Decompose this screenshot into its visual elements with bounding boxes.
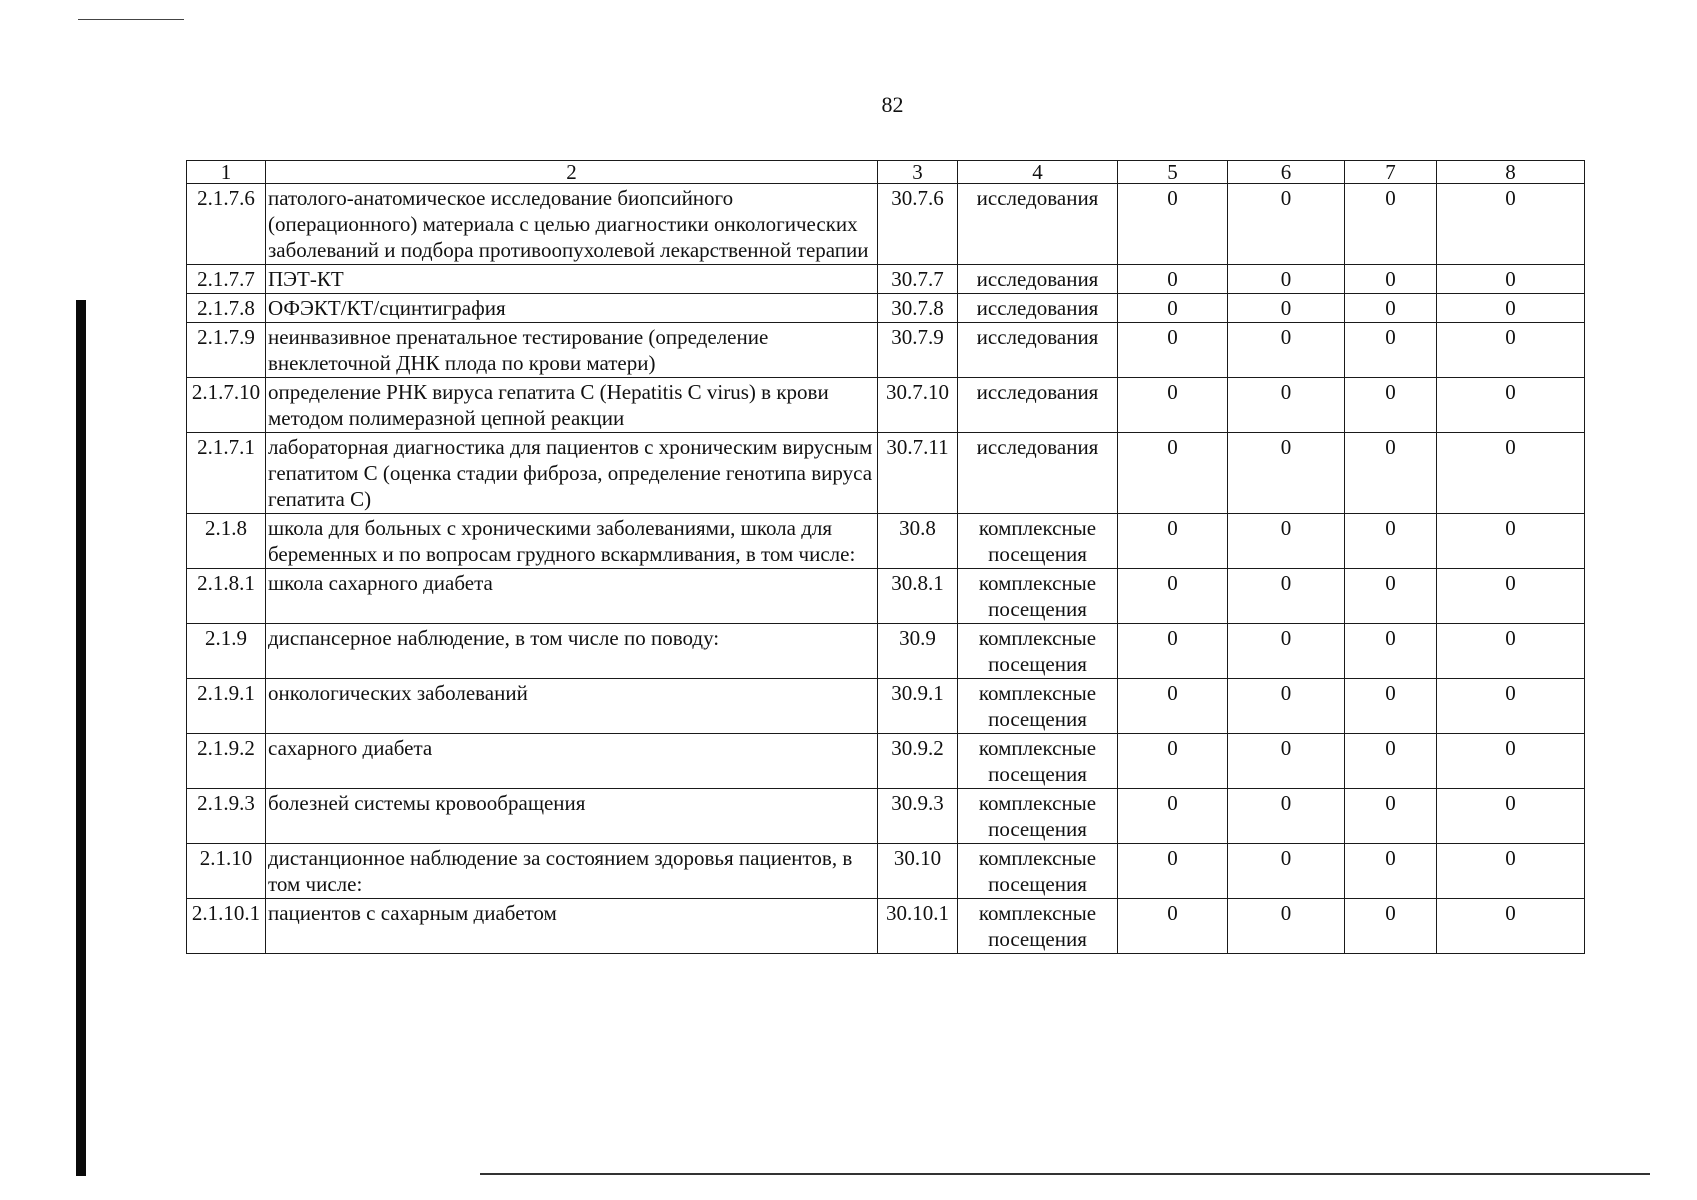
row-unit-cell: комплексные посещения	[958, 734, 1118, 789]
table-row	[187, 899, 1585, 954]
row-code-cell: 30.8	[878, 514, 958, 569]
scan-artifact-left-bar	[76, 300, 86, 1176]
row-value-col8-cell: 0	[1437, 378, 1585, 433]
row-value-col8-cell: 0	[1437, 184, 1585, 265]
row-unit-cell: комплексные посещения	[958, 514, 1118, 569]
row-name-cell: школа для больных с хроническими заболеваниями, школа для беременных и по вопросам грудного вскармливания, в том числе:	[266, 514, 878, 569]
row-value-col5-cell: 0	[1118, 265, 1228, 294]
row-value-col6-cell: 0	[1228, 378, 1345, 433]
table-row	[187, 433, 1585, 514]
row-value-col7-cell: 0	[1345, 569, 1437, 624]
row-name-cell: лабораторная диагностика для пациентов с хроническим вирусным гепатитом С (оценка стадии фиброза, определение генотипа вируса гепатита С)	[266, 433, 878, 514]
row-code-cell: 30.7.11	[878, 433, 958, 514]
table-row	[187, 514, 1585, 569]
row-number-cell: 2.1.8.1	[187, 569, 266, 624]
row-value-col5-cell: 0	[1118, 624, 1228, 679]
row-value-col6-cell: 0	[1228, 323, 1345, 378]
row-number-cell: 2.1.8	[187, 514, 266, 569]
header-cell-8: 8	[1437, 161, 1585, 184]
table-header-row	[187, 161, 1585, 184]
row-unit-cell: комплексные посещения	[958, 899, 1118, 954]
row-value-col6-cell: 0	[1228, 265, 1345, 294]
row-name-cell: ОФЭКТ/КТ/сцинтиграфия	[266, 294, 878, 323]
row-unit-cell: комплексные посещения	[958, 789, 1118, 844]
row-name-cell: неинвазивное пренатальное тестирование (определение внеклеточной ДНК плода по крови матери)	[266, 323, 878, 378]
header-cell-4: 4	[958, 161, 1118, 184]
row-value-col8-cell: 0	[1437, 569, 1585, 624]
row-name-cell: пациентов с сахарным диабетом	[266, 899, 878, 954]
row-value-col7-cell: 0	[1345, 679, 1437, 734]
table-row	[187, 679, 1585, 734]
row-value-col8-cell: 0	[1437, 899, 1585, 954]
table-row	[187, 624, 1585, 679]
row-name-cell: болезней системы кровообращения	[266, 789, 878, 844]
row-number-cell: 2.1.7.10	[187, 378, 266, 433]
row-unit-cell: исследования	[958, 265, 1118, 294]
table-row	[187, 844, 1585, 899]
row-unit-cell: исследования	[958, 323, 1118, 378]
row-value-col8-cell: 0	[1437, 294, 1585, 323]
row-value-col8-cell: 0	[1437, 433, 1585, 514]
row-value-col5-cell: 0	[1118, 294, 1228, 323]
row-name-cell: сахарного диабета	[266, 734, 878, 789]
table-row	[187, 378, 1585, 433]
row-value-col5-cell: 0	[1118, 433, 1228, 514]
row-unit-cell: исследования	[958, 294, 1118, 323]
row-number-cell: 2.1.7.7	[187, 265, 266, 294]
row-unit-cell: исследования	[958, 378, 1118, 433]
row-name-cell: онкологических заболеваний	[266, 679, 878, 734]
table-row	[187, 294, 1585, 323]
table-row	[187, 323, 1585, 378]
row-value-col7-cell: 0	[1345, 378, 1437, 433]
table-row	[187, 569, 1585, 624]
row-value-col7-cell: 0	[1345, 844, 1437, 899]
row-code-cell: 30.8.1	[878, 569, 958, 624]
row-value-col5-cell: 0	[1118, 378, 1228, 433]
header-cell-1: 1	[187, 161, 266, 184]
header-cell-7: 7	[1345, 161, 1437, 184]
row-value-col8-cell: 0	[1437, 323, 1585, 378]
row-code-cell: 30.7.8	[878, 294, 958, 323]
row-code-cell: 30.7.9	[878, 323, 958, 378]
row-name-cell: ПЭТ-КТ	[266, 265, 878, 294]
scan-artifact-bottom-line	[480, 1173, 1650, 1175]
row-name-cell: школа сахарного диабета	[266, 569, 878, 624]
row-value-col7-cell: 0	[1345, 294, 1437, 323]
row-unit-cell: комплексные посещения	[958, 624, 1118, 679]
row-value-col6-cell: 0	[1228, 184, 1345, 265]
row-value-col7-cell: 0	[1345, 624, 1437, 679]
row-number-cell: 2.1.7.9	[187, 323, 266, 378]
row-code-cell: 30.10	[878, 844, 958, 899]
row-unit-cell: исследования	[958, 184, 1118, 265]
row-value-col7-cell: 0	[1345, 899, 1437, 954]
row-name-cell: определение РНК вируса гепатита С (Hepatitis C virus) в крови методом полимеразной цепной реакции	[266, 378, 878, 433]
row-value-col5-cell: 0	[1118, 184, 1228, 265]
row-value-col8-cell: 0	[1437, 844, 1585, 899]
row-number-cell: 2.1.7.8	[187, 294, 266, 323]
header-cell-3: 3	[878, 161, 958, 184]
row-code-cell: 30.7.10	[878, 378, 958, 433]
row-unit-cell: исследования	[958, 433, 1118, 514]
row-value-col6-cell: 0	[1228, 624, 1345, 679]
header-cell-6: 6	[1228, 161, 1345, 184]
row-value-col5-cell: 0	[1118, 899, 1228, 954]
row-value-col5-cell: 0	[1118, 789, 1228, 844]
row-value-col5-cell: 0	[1118, 734, 1228, 789]
page-number: 82	[881, 92, 904, 117]
row-value-col5-cell: 0	[1118, 844, 1228, 899]
row-value-col5-cell: 0	[1118, 323, 1228, 378]
row-code-cell: 30.7.7	[878, 265, 958, 294]
row-value-col6-cell: 0	[1228, 789, 1345, 844]
header-cell-5: 5	[1118, 161, 1228, 184]
row-unit-cell: комплексные посещения	[958, 569, 1118, 624]
row-value-col6-cell: 0	[1228, 433, 1345, 514]
row-code-cell: 30.7.6	[878, 184, 958, 265]
row-value-col7-cell: 0	[1345, 184, 1437, 265]
row-code-cell: 30.9.2	[878, 734, 958, 789]
row-number-cell: 2.1.9	[187, 624, 266, 679]
row-number-cell: 2.1.7.6	[187, 184, 266, 265]
row-value-col8-cell: 0	[1437, 789, 1585, 844]
row-name-cell: патолого-анатомическое исследование биопсийного (операционного) материала с целью диагностики онкологических заболеваний и подбора противоопухолевой лекарственной терапии	[266, 184, 878, 265]
row-number-cell: 2.1.10	[187, 844, 266, 899]
row-value-col5-cell: 0	[1118, 569, 1228, 624]
row-value-col8-cell: 0	[1437, 734, 1585, 789]
row-number-cell: 2.1.9.2	[187, 734, 266, 789]
row-number-cell: 2.1.10.1	[187, 899, 266, 954]
row-unit-cell: комплексные посещения	[958, 679, 1118, 734]
row-value-col7-cell: 0	[1345, 789, 1437, 844]
table-row	[187, 789, 1585, 844]
row-number-cell: 2.1.9.1	[187, 679, 266, 734]
row-value-col7-cell: 0	[1345, 265, 1437, 294]
scan-artifact-top-line	[78, 19, 184, 20]
row-value-col7-cell: 0	[1345, 433, 1437, 514]
row-number-cell: 2.1.7.1	[187, 433, 266, 514]
row-name-cell: дистанционное наблюдение за состоянием здоровья пациентов, в том числе:	[266, 844, 878, 899]
row-name-cell: диспансерное наблюдение, в том числе по поводу:	[266, 624, 878, 679]
row-value-col8-cell: 0	[1437, 624, 1585, 679]
row-value-col7-cell: 0	[1345, 323, 1437, 378]
row-value-col8-cell: 0	[1437, 679, 1585, 734]
row-value-col5-cell: 0	[1118, 514, 1228, 569]
row-value-col8-cell: 0	[1437, 265, 1585, 294]
row-value-col6-cell: 0	[1228, 734, 1345, 789]
row-unit-cell: комплексные посещения	[958, 844, 1118, 899]
row-value-col7-cell: 0	[1345, 734, 1437, 789]
row-value-col6-cell: 0	[1228, 679, 1345, 734]
row-value-col6-cell: 0	[1228, 514, 1345, 569]
row-code-cell: 30.9.3	[878, 789, 958, 844]
row-value-col6-cell: 0	[1228, 844, 1345, 899]
row-value-col5-cell: 0	[1118, 679, 1228, 734]
row-number-cell: 2.1.9.3	[187, 789, 266, 844]
row-value-col6-cell: 0	[1228, 294, 1345, 323]
row-value-col8-cell: 0	[1437, 514, 1585, 569]
data-table	[186, 160, 1585, 954]
table-row	[187, 265, 1585, 294]
row-value-col7-cell: 0	[1345, 514, 1437, 569]
row-value-col6-cell: 0	[1228, 569, 1345, 624]
row-code-cell: 30.9	[878, 624, 958, 679]
row-code-cell: 30.10.1	[878, 899, 958, 954]
row-value-col6-cell: 0	[1228, 899, 1345, 954]
table-row	[187, 184, 1585, 265]
table-row	[187, 734, 1585, 789]
row-code-cell: 30.9.1	[878, 679, 958, 734]
header-cell-2: 2	[266, 161, 878, 184]
